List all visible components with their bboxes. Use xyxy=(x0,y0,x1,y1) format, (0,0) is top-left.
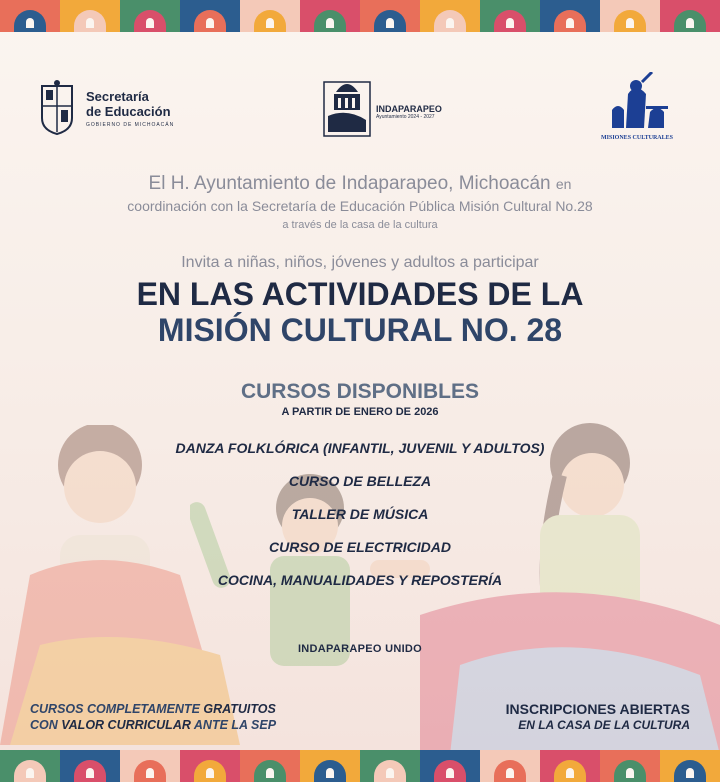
footer-registration xyxy=(506,701,690,733)
border-tile xyxy=(420,0,480,32)
arch-window-motif xyxy=(26,18,34,28)
intro-line2-lead: coordinación con la xyxy=(127,198,248,214)
logo-row xyxy=(0,72,720,142)
arch-window-motif xyxy=(446,768,454,778)
border-tile xyxy=(180,750,240,782)
arch-window-motif xyxy=(326,768,334,778)
border-tile xyxy=(240,750,300,782)
arch-window-motif xyxy=(86,768,94,778)
arch-window-motif xyxy=(686,768,694,778)
border-tile xyxy=(540,0,600,32)
border-tile xyxy=(180,0,240,32)
arch-window-motif xyxy=(566,18,574,28)
border-tile xyxy=(0,0,60,32)
border-tile xyxy=(600,0,660,32)
footer-free-courses xyxy=(30,701,276,733)
course-item-electricidad: CURSO DE ELECTRICIDAD xyxy=(268,539,451,555)
border-tile xyxy=(300,750,360,782)
arch-window-motif xyxy=(386,768,394,778)
courses-title: CURSOS DISPONIBLES xyxy=(240,380,480,403)
footer-left-part5: ANTE LA SEP xyxy=(190,718,277,732)
arch-window-motif xyxy=(506,18,514,28)
invitation-text: Invita a niñas, niños, jóvenes y adultos a participar xyxy=(181,254,539,271)
arch-window-motif xyxy=(86,18,94,28)
border-tile xyxy=(120,750,180,782)
border-tile xyxy=(480,0,540,32)
arch-window-motif xyxy=(26,768,34,778)
sep-logo-line2: de Educación xyxy=(86,103,171,119)
sep-logo-line1: Secretaría xyxy=(86,88,149,104)
border-tile xyxy=(120,0,180,32)
arch-window-motif xyxy=(146,18,154,28)
intro-line1-main: El H. Ayuntamiento de Indaparapeo, Michoacán xyxy=(148,173,551,194)
course-item-belleza: CURSO DE BELLEZA xyxy=(288,473,432,489)
border-tile xyxy=(300,0,360,32)
border-tile xyxy=(660,750,720,782)
border-tile xyxy=(0,750,60,782)
misiones-culturales-logo xyxy=(600,72,674,141)
border-tile xyxy=(360,0,420,32)
headline xyxy=(0,276,720,348)
intro-text xyxy=(0,172,720,234)
intro-line3: a través de la casa de la cultura xyxy=(282,219,438,231)
footer-left-gratuitos: GRATUITOS xyxy=(203,702,276,716)
border-tile xyxy=(360,750,420,782)
arch-window-motif xyxy=(146,768,154,778)
sep-logo-line3: GOBIERNO DE MICHOACÁN xyxy=(86,121,175,128)
footer-right-line2: EN LA CASA DE LA CULTURA xyxy=(518,718,690,732)
sep-michoacan-logo xyxy=(38,80,174,136)
decorative-border-bottom xyxy=(0,750,720,782)
intro-line1-tail: en xyxy=(555,176,572,192)
arch-window-motif xyxy=(326,18,334,28)
misiones-culturales-emblem-icon xyxy=(602,72,672,130)
border-tile xyxy=(600,750,660,782)
course-item-musica: TALLER DE MÚSICA xyxy=(291,506,429,522)
indaparapeo-logo xyxy=(322,72,442,138)
headline-line2: MISIÓN CULTURAL NO. 28 xyxy=(157,312,563,348)
arch-window-motif xyxy=(686,18,694,28)
intro-line2-main: Secretaría de Educación Pública Misión Cultural No.28 xyxy=(251,198,593,214)
indaparapeo-logo-name: INDAPARAPEO xyxy=(376,104,442,114)
arch-window-motif xyxy=(266,18,274,28)
arch-window-motif xyxy=(206,768,214,778)
misiones-culturales-caption: MISIONES CULTURALES xyxy=(601,135,673,141)
border-tile xyxy=(540,750,600,782)
border-tile xyxy=(60,750,120,782)
border-tile xyxy=(660,0,720,32)
slogan: INDAPARAPEO UNIDO xyxy=(297,643,423,655)
course-list xyxy=(0,438,720,603)
footer-right-line1: INSCRIPCIONES ABIERTAS xyxy=(505,701,690,717)
course-item-cocina: COCINA, MANUALIDADES Y REPOSTERÍA xyxy=(217,572,503,588)
arch-window-motif xyxy=(206,18,214,28)
decorative-border-top xyxy=(0,0,720,32)
footer-left-part1: CURSOS COMPLETAMENTE xyxy=(30,702,204,716)
indaparapeo-logo-period: Ayuntamiento 2024 - 2027 xyxy=(376,114,435,120)
course-item-danza: DANZA FOLKLÓRICA (INFANTIL, JUVENIL Y ADULTOS) xyxy=(175,440,545,456)
border-tile xyxy=(60,0,120,32)
courses-start-date: A PARTIR DE ENERO DE 2026 xyxy=(281,406,439,418)
municipal-building-icon xyxy=(322,72,372,138)
arch-window-motif xyxy=(626,18,634,28)
coat-of-arms-icon xyxy=(38,80,76,136)
border-tile xyxy=(480,750,540,782)
headline-line1: EN LAS ACTIVIDADES DE LA xyxy=(136,276,584,312)
border-tile xyxy=(420,750,480,782)
arch-window-motif xyxy=(386,18,394,28)
footer-left-valor: VALOR CURRICULAR xyxy=(61,718,191,732)
arch-window-motif xyxy=(266,768,274,778)
arch-window-motif xyxy=(566,768,574,778)
arch-window-motif xyxy=(506,768,514,778)
arch-window-motif xyxy=(626,768,634,778)
border-tile xyxy=(240,0,300,32)
footer-left-part3: CON xyxy=(30,718,62,732)
arch-window-motif xyxy=(446,18,454,28)
